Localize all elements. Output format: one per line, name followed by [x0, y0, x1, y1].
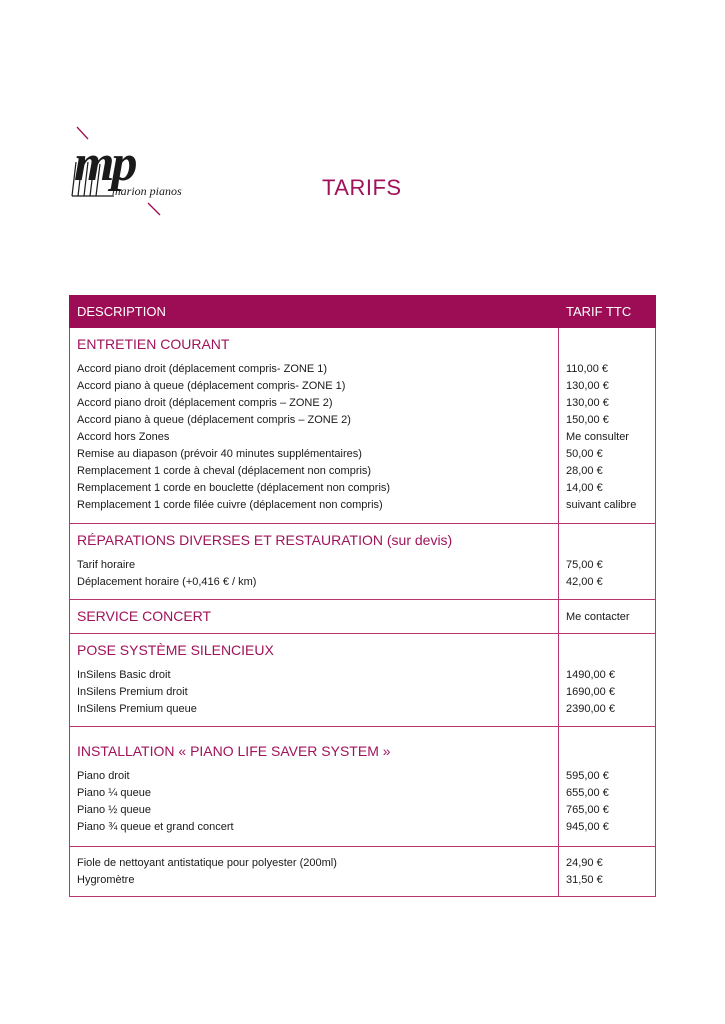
header-description: DESCRIPTION	[70, 296, 559, 328]
section-price-cell	[559, 524, 656, 600]
section-description-cell	[70, 600, 559, 634]
section-price-cell	[559, 847, 656, 897]
section-description-cell	[70, 328, 559, 524]
section-description-cell	[70, 524, 559, 600]
item-label: Remise au diapason (prévoir 40 minutes supplémentaires)	[77, 448, 362, 460]
item-label: Accord piano à queue (déplacement compris- ZONE 1)	[77, 380, 346, 392]
item-price: 110,00 €	[566, 363, 609, 375]
logo-monogram: mp	[74, 135, 135, 192]
item-label: Remplacement 1 corde filée cuivre (déplacement non compris)	[77, 499, 383, 511]
item-price: 28,00 €	[566, 465, 603, 477]
section-service-concert	[70, 600, 656, 634]
section-title: POSE SYSTÈME SILENCIEUX	[77, 642, 274, 658]
section-title: INSTALLATION « PIANO LIFE SAVER SYSTEM »	[77, 743, 391, 759]
item-label: Hygromètre	[77, 874, 135, 886]
item-label: Piano ½ queue	[77, 804, 152, 816]
item-price: Me contacter	[566, 611, 630, 623]
item-label: Déplacement horaire (+0,416 € / km)	[77, 576, 257, 588]
item-label: Tarif horaire	[77, 559, 136, 571]
section-reparations	[70, 524, 656, 600]
item-label: InSilens Basic droit	[77, 669, 171, 681]
item-price: 14,00 €	[566, 482, 603, 494]
item-price: 2390,00 €	[566, 703, 615, 715]
section-entretien	[70, 328, 656, 524]
item-price: 130,00 €	[566, 380, 609, 392]
logo	[68, 124, 198, 219]
item-label: Piano ¼ queue	[77, 787, 152, 799]
item-label: Remplacement 1 corde à cheval (déplacement non compris)	[77, 465, 372, 477]
section-price-cell	[559, 600, 656, 634]
item-price: 31,50 €	[566, 874, 603, 886]
price-table	[69, 295, 656, 897]
item-label: Accord piano droit (déplacement compris – ZONE 2)	[77, 397, 333, 409]
item-price: 945,00 €	[566, 821, 609, 833]
item-label: InSilens Premium droit	[77, 686, 188, 698]
section-price-cell	[559, 634, 656, 727]
section-description-cell	[70, 847, 559, 897]
section-description-cell	[70, 727, 559, 847]
item-price: suivant calibre	[566, 499, 637, 511]
section-title: RÉPARATIONS DIVERSES ET RESTAURATION (sur devis)	[77, 532, 453, 548]
item-label: InSilens Premium queue	[77, 703, 197, 715]
item-label: Remplacement 1 corde en bouclette (déplacement non compris)	[77, 482, 391, 494]
item-label: Piano ¾ queue et grand concert	[77, 821, 234, 833]
item-label: Fiole de nettoyant antistatique pour polyester (200ml)	[77, 857, 337, 869]
item-price: 765,00 €	[566, 804, 609, 816]
logo-name: marion pianos	[112, 184, 182, 198]
section-price-cell	[559, 328, 656, 524]
item-label: Accord hors Zones	[77, 431, 170, 443]
item-price: 42,00 €	[566, 576, 603, 588]
item-label: Accord piano droit (déplacement compris- ZONE 1)	[77, 363, 328, 375]
section-title: SERVICE CONCERT	[77, 608, 212, 624]
section-title: ENTRETIEN COURANT	[77, 336, 230, 352]
section-accessoires	[70, 847, 656, 897]
header-price: TARIF TTC	[559, 296, 656, 328]
page-title: TARIFS	[322, 175, 402, 200]
item-price: 1490,00 €	[566, 669, 615, 681]
section-piano-life-saver	[70, 727, 656, 847]
item-price: 150,00 €	[566, 414, 609, 426]
item-price: 50,00 €	[566, 448, 603, 460]
item-price: 24,90 €	[566, 857, 603, 869]
item-price: 1690,00 €	[566, 686, 615, 698]
item-label: Piano droit	[77, 770, 130, 782]
item-price: 655,00 €	[566, 787, 609, 799]
item-price: 130,00 €	[566, 397, 609, 409]
section-systeme-silencieux	[70, 634, 656, 727]
item-price: Me consulter	[566, 431, 629, 443]
item-label: Accord piano à queue (déplacement compris – ZONE 2)	[77, 414, 351, 426]
item-price: 75,00 €	[566, 559, 603, 571]
section-description-cell	[70, 634, 559, 727]
item-price: 595,00 €	[566, 770, 609, 782]
table-header-row	[70, 296, 656, 328]
section-price-cell	[559, 727, 656, 847]
